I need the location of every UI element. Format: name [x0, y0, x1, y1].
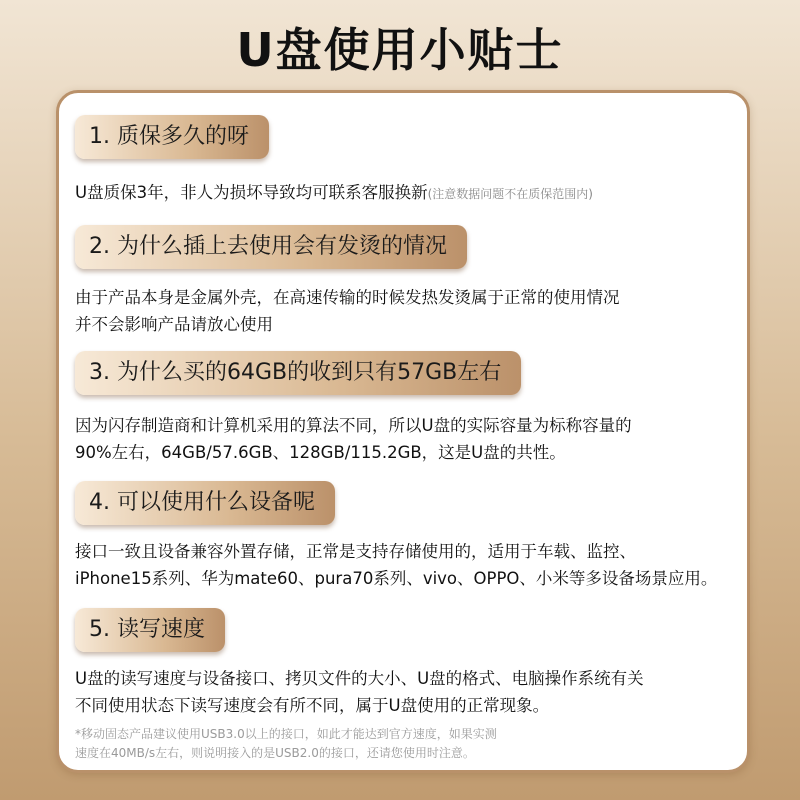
tips-card [56, 90, 750, 773]
footnote-line-2: 速度在40MB/s左右，则说明接入的是USB2.0的接口，还请您使用时注意。 [75, 746, 475, 760]
footnote [75, 725, 735, 763]
section-5-heading: 5. 读写速度 [75, 608, 225, 652]
footnote-line-1: *移动固态产品建议使用USB3.0以上的接口，如此才能达到官方速度，如果实测 [75, 727, 497, 741]
section-5-text [75, 665, 735, 719]
page-title: U盘使用小贴士 [236, 23, 564, 77]
section-5-line-1: U盘的读写速度与设备接口、拷贝文件的大小、U盘的格式、电脑操作系统有关 [75, 669, 644, 688]
section-3-line-1: 因为闪存制造商和计算机采用的算法不同，所以U盘的实际容量为标称容量的 [75, 416, 632, 435]
section-4-line-1: 接口一致且设备兼容外置存储，正常是支持存储使用的，适用于车载、监控、 [75, 542, 636, 561]
section-3-heading: 3. 为什么买的64GB的收到只有57GB左右 [75, 351, 521, 395]
section-1-text [75, 179, 735, 208]
section-3-text [75, 412, 735, 466]
section-1-heading: 1. 质保多久的呀 [75, 115, 269, 159]
section-2-heading: 2. 为什么插上去使用会有发烫的情况 [75, 225, 467, 269]
section-4-heading: 4. 可以使用什么设备呢 [75, 481, 335, 525]
section-4-line-2: iPhone15系列、华为mate60、pura70系列、vivo、OPPO、小米等多设备场景应用。 [75, 569, 718, 588]
section-2-line-2: 并不会影响产品请放心使用 [75, 315, 273, 334]
section-1-note: (注意数据问题不在质保范围内) [427, 187, 593, 201]
section-2-text [75, 284, 735, 338]
section-2-line-1: 由于产品本身是金属外壳，在高速传输的时候发热发烫属于正常的使用情况 [75, 288, 620, 307]
section-5-line-2: 不同使用状态下读写速度会有所不同，属于U盘使用的正常现象。 [75, 696, 550, 715]
section-4-text [75, 538, 735, 592]
section-1-line-1: U盘质保3年，非人为损坏导致均可联系客服换新 [75, 183, 428, 202]
section-3-line-2: 90%左右，64GB/57.6GB、128GB/115.2GB，这是U盘的共性。 [75, 443, 566, 462]
